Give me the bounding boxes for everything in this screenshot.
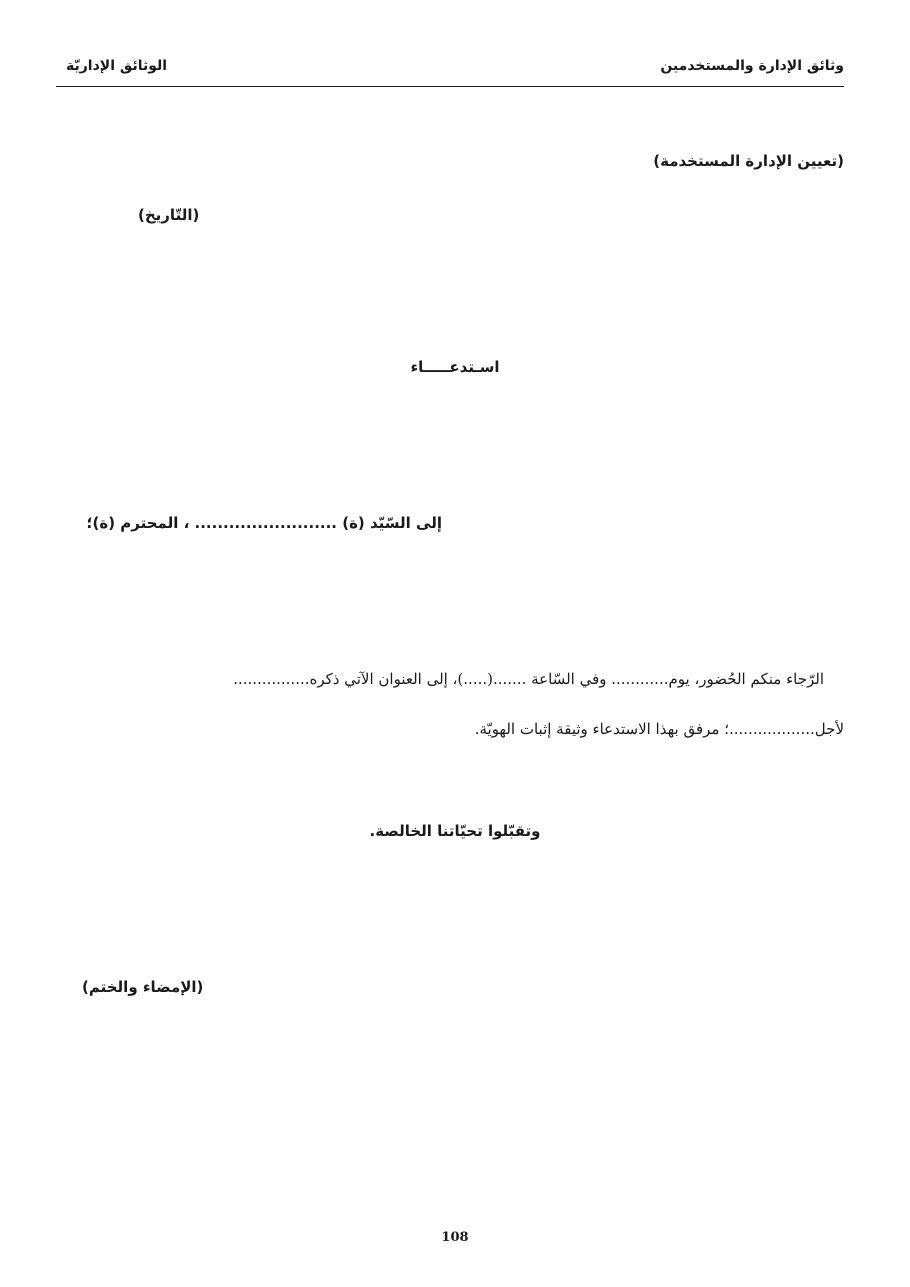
body-paragraph-line-1: الرّجاء منكم الحُضور، يوم............ وفي السّاعة .......(.....)، إلى العنوان الآتي ذكره................ — [233, 670, 824, 688]
page-number: 108 — [441, 1230, 469, 1245]
running-header-title: وثائق الإدارة والمستخدمين — [660, 58, 844, 74]
closing-salutation: وتقبّلوا تحيّاتنا الخالصة. — [369, 822, 541, 840]
signature-and-stamp-placeholder: (الإمضاء والختم) — [82, 978, 204, 996]
running-header-section: الوثائق الإداريّة — [66, 58, 168, 74]
header-divider — [56, 86, 844, 87]
document-title: اسـتدعـــــاء — [410, 358, 500, 376]
issuing-administration-placeholder: (تعيين الإدارة المستخدمة) — [653, 152, 844, 170]
date-placeholder: (التّاريخ) — [138, 206, 200, 224]
recipient-line: إلى السّيّد (ة) ......................... ، المحترم (ة)؛ — [86, 514, 442, 532]
body-paragraph-line-2: لأجل..................؛ مرفق بهذا الاستدعاء وثيقة إثبات الهويّة. — [474, 720, 844, 738]
